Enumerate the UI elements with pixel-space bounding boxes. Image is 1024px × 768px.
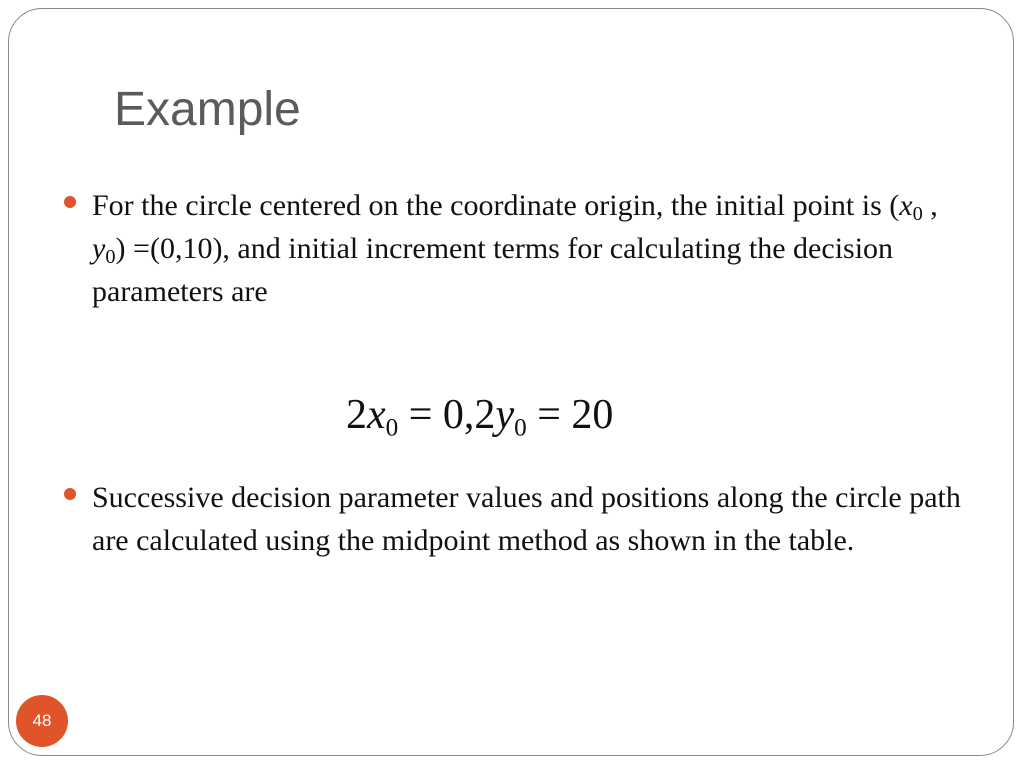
bullet-item-2 (62, 476, 962, 562)
math-close-paren: ) (115, 232, 126, 265)
bullet-dot-icon (64, 488, 76, 500)
slide-title: Example (114, 83, 301, 136)
eq-term1-sub: 0 (385, 414, 399, 442)
increment-equation (346, 392, 614, 442)
bullet-item-1 (62, 184, 962, 313)
eq-term1-coef: 2 (346, 392, 367, 438)
bullet-dot-icon (64, 196, 76, 208)
bullet-1-text-after: =(0,10), and initial increment terms for calculating the decision parameters are (92, 232, 894, 308)
math-x: x (899, 189, 913, 222)
page-number-badge (16, 695, 68, 747)
bullet-2-text: Successive decision parameter values and positions along the circle path are calculated using the midpoint method as shown in the table. (92, 481, 961, 557)
eq-term1-var: x (367, 392, 386, 438)
page-number: 48 (32, 711, 52, 730)
eq-term2-var: y (495, 392, 515, 438)
eq-term2-sub: 0 (514, 414, 527, 442)
bullet-list-2 (62, 476, 962, 562)
eq-mid: = 0,2 (398, 392, 496, 438)
eq-end: = 20 (526, 392, 614, 438)
math-open-paren: ( (889, 189, 900, 222)
math-separator: , (922, 189, 938, 222)
bullet-1-text-before: For the circle centered on the coordinate origin, the initial point is (92, 189, 890, 222)
math-y-sub: 0 (105, 246, 116, 269)
math-y: y (92, 232, 106, 265)
bullet-list-1 (62, 184, 962, 313)
math-x-sub: 0 (912, 203, 923, 226)
